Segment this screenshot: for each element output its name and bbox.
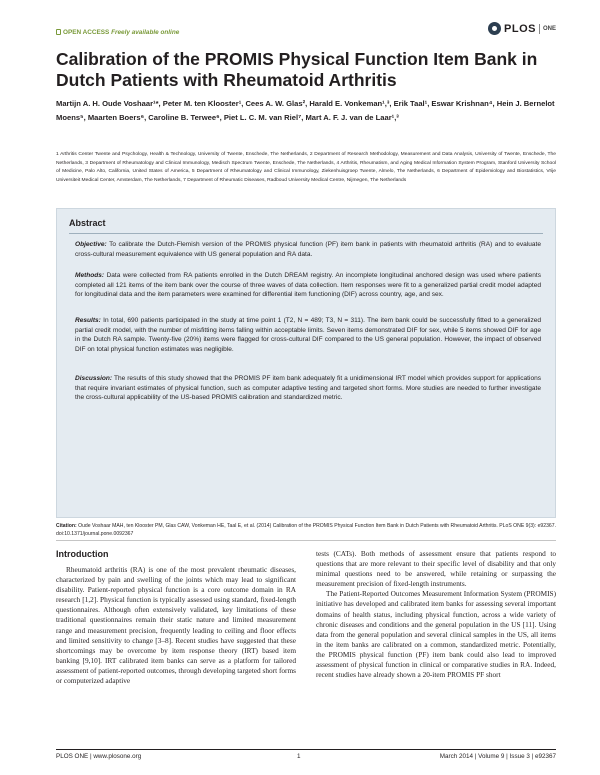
abstract-divider xyxy=(69,233,543,234)
freely-available-label: Freely available online xyxy=(111,29,180,36)
left-column xyxy=(56,565,296,686)
open-lock-icon xyxy=(56,29,61,35)
abstract-methods xyxy=(75,271,541,300)
affiliations: 1 Arthritis Center Twente and Psychology, Health & Technology, University of Twente, Enschede, The Netherlands, 2 Department of Research Methodology, Measurement and Data Analysis, University of Twente, Enschede, The Netherlands, 3 Department of Rheumatology and Clinical Immunology, Medisch Spectrum Twente, Enschede, The Netherlands, 4 Arthritis, Rheumatism, and Aging Medical Information System Program, Stanford University School of Medicine, Palo Alto, California, United States of America, 5 Department of Rheumatology and Clinical Immunology, Ziekenhuisgroep Twente, Almelo, The Netherlands, 6 Department of Epidemiology and Biostatistics, Vrije Universiteit Medical Center, Amsterdam, The Netherlands, 7 Department of Rheumatic Diseases, Radboud University Medical Centre, Nijmegen, The Netherlands xyxy=(56,152,556,184)
citation xyxy=(56,523,556,538)
intro-paragraph-3: The Patient-Reported Outcomes Measurement Information System (PROMIS) initiative has developed and calibrated item banks for assessing several important domains of health status, including physical function, across a wide variety of chronic diseases and conditions and the general population in the US [11]. Using data from the general population and several clinical samples in the US, all items in the item banks are calibrated on a common, standardized metric. Potentially, the PROMIS physical function (PF) item bank could also lead to improved assessment of physical function in clinical or comparative studies in RA. Indeed, recent studies have already shown a 20-item PROMIS PF short xyxy=(316,589,556,680)
logo-subtext: ONE xyxy=(542,25,556,32)
open-label: OPEN xyxy=(63,29,82,36)
abstract-box xyxy=(56,208,556,518)
methods-label: Methods: xyxy=(75,272,105,279)
results-text: In total, 690 patients participated in the study at time point 1 (T2, N = 489; T3, N = 311). The item bank could be successfully fitted to a generalized partial credit model, with the number of misfitting items falling within acceptable limits. Seven items demonstrated DIF for sex, while 5 items showed DIF for age in the Dutch RA sample. Twenty-five (20%) items were flagged for cross-cultural DIF compared to the US general population. However, the impact of observed DIF on total physical function estimates was negligible. xyxy=(75,317,541,353)
intro-paragraph-2: tests (CATs). Both methods of assessment ensure that patients respond to questions that are more relevant to their specific level of disability and that only minimal questions need to be answered, while retaining or surpassing the measurement precision of fixed-length instruments. xyxy=(316,549,556,589)
right-column xyxy=(316,549,556,680)
footer-page-number: 1 xyxy=(297,753,301,760)
methods-text: Data were collected from RA patients enrolled in the Dutch DREAM registry. An incomplete longitudinal anchored design was used where patients completed all 121 items of the item bank over the course of three waves of data collection. Item responses were fit to a generalized partial credit model adapted for longitudinal data and the item parameters were examined for differential item functioning (DIF) across country, age, and sex. xyxy=(75,272,541,299)
objective-label: Objective: xyxy=(75,241,107,248)
discussion-label: Discussion: xyxy=(75,375,113,382)
plos-logo-icon xyxy=(488,22,501,35)
plos-one-logo xyxy=(488,22,556,35)
open-access-banner xyxy=(56,29,179,36)
footer-journal: PLOS ONE | www.plosone.org xyxy=(56,753,142,760)
abstract-objective xyxy=(75,240,541,259)
meta-divider xyxy=(56,540,556,541)
author-list: Martijn A. H. Oude Voshaar¹*, Peter M. ten Klooster¹, Cees A. W. Glas², Harald E. Vonkeman¹,³, Erik Taal¹, Eswar Krishnan⁴, Hein J. Bernelot Moens⁵, Maarten Boers⁶, Caroline B. Terwee⁶, Piet L. C. M. van Riel⁷, Mart A. F. J. van de Laar¹,³ xyxy=(56,99,555,122)
results-label: Results: xyxy=(75,317,101,324)
introduction-heading: Introduction xyxy=(56,549,109,559)
footer-issue: March 2014 | Volume 9 | Issue 3 | e92367 xyxy=(439,753,556,760)
access-label: ACCESS xyxy=(82,29,110,36)
abstract-heading: Abstract xyxy=(69,218,106,228)
footer-divider xyxy=(56,749,556,750)
abstract-discussion xyxy=(75,374,541,403)
citation-text: Oude Voshaar MAH, ten Klooster PM, Glas CAW, Vonkeman HE, Taal E, et al. (2014) Calibration of the PROMIS Physical Function Item Bank in Dutch Patients with Rheumatoid Arthritis. PLoS ONE 9(3): e92367. doi:10.1371/journal.pone.0092367 xyxy=(56,523,556,537)
logo-divider xyxy=(539,24,540,34)
article-title: Calibration of the PROMIS Physical Function Item Bank in Dutch Patients with Rheumatoid Arthritis xyxy=(56,49,538,90)
logo-text: PLOS xyxy=(504,22,536,35)
abstract-results xyxy=(75,316,541,354)
objective-text: To calibrate the Dutch-Flemish version of the PROMIS physical function (PF) item bank in patients with rheumatoid arthritis (RA) and to evaluate cross-cultural measurement equivalence with US general population and RA data. xyxy=(75,241,542,258)
discussion-text: The results of this study showed that the PROMIS PF item bank adequately fit a unidimensional IRT model which provides support for applications that require invariant estimates of physical function, such as computer adaptive testing and targeted short forms. More studies are needed to further investigate the cross-cultural applicability of the US-based PROMIS calibration and standardized metric. xyxy=(75,375,541,402)
intro-paragraph-1: Rheumatoid arthritis (RA) is one of the most prevalent rheumatic diseases, characterized by pain and swelling of the joints which may lead to significant disability. Patient-reported physical function is a core outcome domain in RA research [1,2]. Physical function is typically assessed using standard, fixed-length questionnaires. Although often extensively validated, key limitations of these traditional questionnaires remain their static nature and limited measurement range and measurement precision, frequently leading to ceiling and floor effects and limited sensitivity to change [3–8]. Recent studies have suggested that these shortcomings may be overcome by item response theory (IRT) based item banking [9,10]. IRT calibrated item banks can serve as a platform for tailored assessment of patient-reported outcomes, through developing targeted short forms or computerized adaptive xyxy=(56,565,296,686)
citation-label: Citation: xyxy=(56,523,77,529)
